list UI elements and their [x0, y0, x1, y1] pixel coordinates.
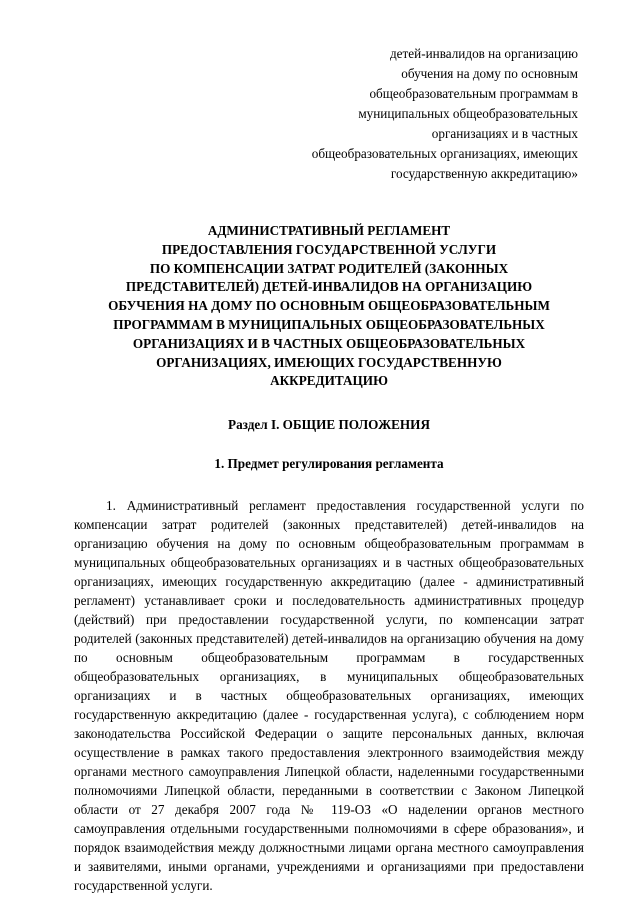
body-paragraph: 1. Административный регламент предоставления государственной услуги по компенсации затрат родителей (законных представителей) детей-инвалидов на организацию обучения на дому по основным общеобразовательным программам в муниципальных общеобразовательных организациях и в частных общеобразовательных организациях, имеющих государственную аккредитацию (далее - административный регламент) устанавливает сроки и последовательность административных процедур (действий) при предоставлении государственной услуги, по компенсации затрат родителей (законных представителей) детей-инвалидов на организацию обучения на дому по основным общеобразовательным программам в государственных общеобразовательных организациях, в муниципальных общеобразовательных организациях и в частных общеобразовательных организациях, имеющих государственную аккредитацию (далее - государственная услуга), с соблюдением норм законодательства Российской Федерации о защите персональных данных, включая осуществление в рамках такого предоставления электронного взаимодействия между органами местного самоуправления Липецкой области, наделенными государственными полномочиями Липецкой области, переданными в соответствии с Законом Липецкой области от 27 декабря 2007 года № 119-ОЗ «О наделении органов местного самоуправления отдельными государственными полномочиями в сфере образования», и порядок взаимодействия между должностными лицами органа местного самоуправления и заявителями, иными органами, учреждениями и организациями при предоставлени государственной услуги. [74, 498, 584, 894]
approval-note: детей-инвалидов на организацию обучения на дому по основным общеобразовательным программам в муниципальных общеобразовательных организациях и в частных общеобразовательных организациях, имеющих государственную аккредитацию» [311, 46, 578, 181]
subsection-heading: 1. Предмет регулирования регламента [214, 456, 444, 472]
section-heading: Раздел I. ОБЩИЕ ПОЛОЖЕНИЯ [228, 417, 430, 433]
document-title: АДМИНИСТРАТИВНЫЙ РЕГЛАМЕНТ ПРЕДОСТАВЛЕНИЯ ГОСУДАРСТВЕННОЙ УСЛУГИ ПО КОМПЕНСАЦИИ ЗАТРАТ РОДИТЕЛЕЙ (ЗАКОННЫХ ПРЕДСТАВИТЕЛЕЙ) ДЕТЕЙ-ИНВАЛИДОВ НА ОРГАНИЗАЦИЮ ОБУЧЕНИЯ НА ДОМУ ПО ОСНОВНЫМ ОБЩЕОБРАЗОВАТЕЛЬНЫМ ПРОГРАММАМ В МУНИЦИПАЛЬНЫХ ОБЩЕОБРАЗОВАТЕЛЬНЫХ ОРГАНИЗАЦИЯХ И В ЧАСТНЫХ ОБЩЕОБРАЗОВАТЕЛЬНЫХ ОРГАНИЗАЦИЯХ, ИМЕЮЩИХ ГОСУДАРСТВЕННУЮ АККРЕДИТАЦИЮ [108, 223, 550, 389]
